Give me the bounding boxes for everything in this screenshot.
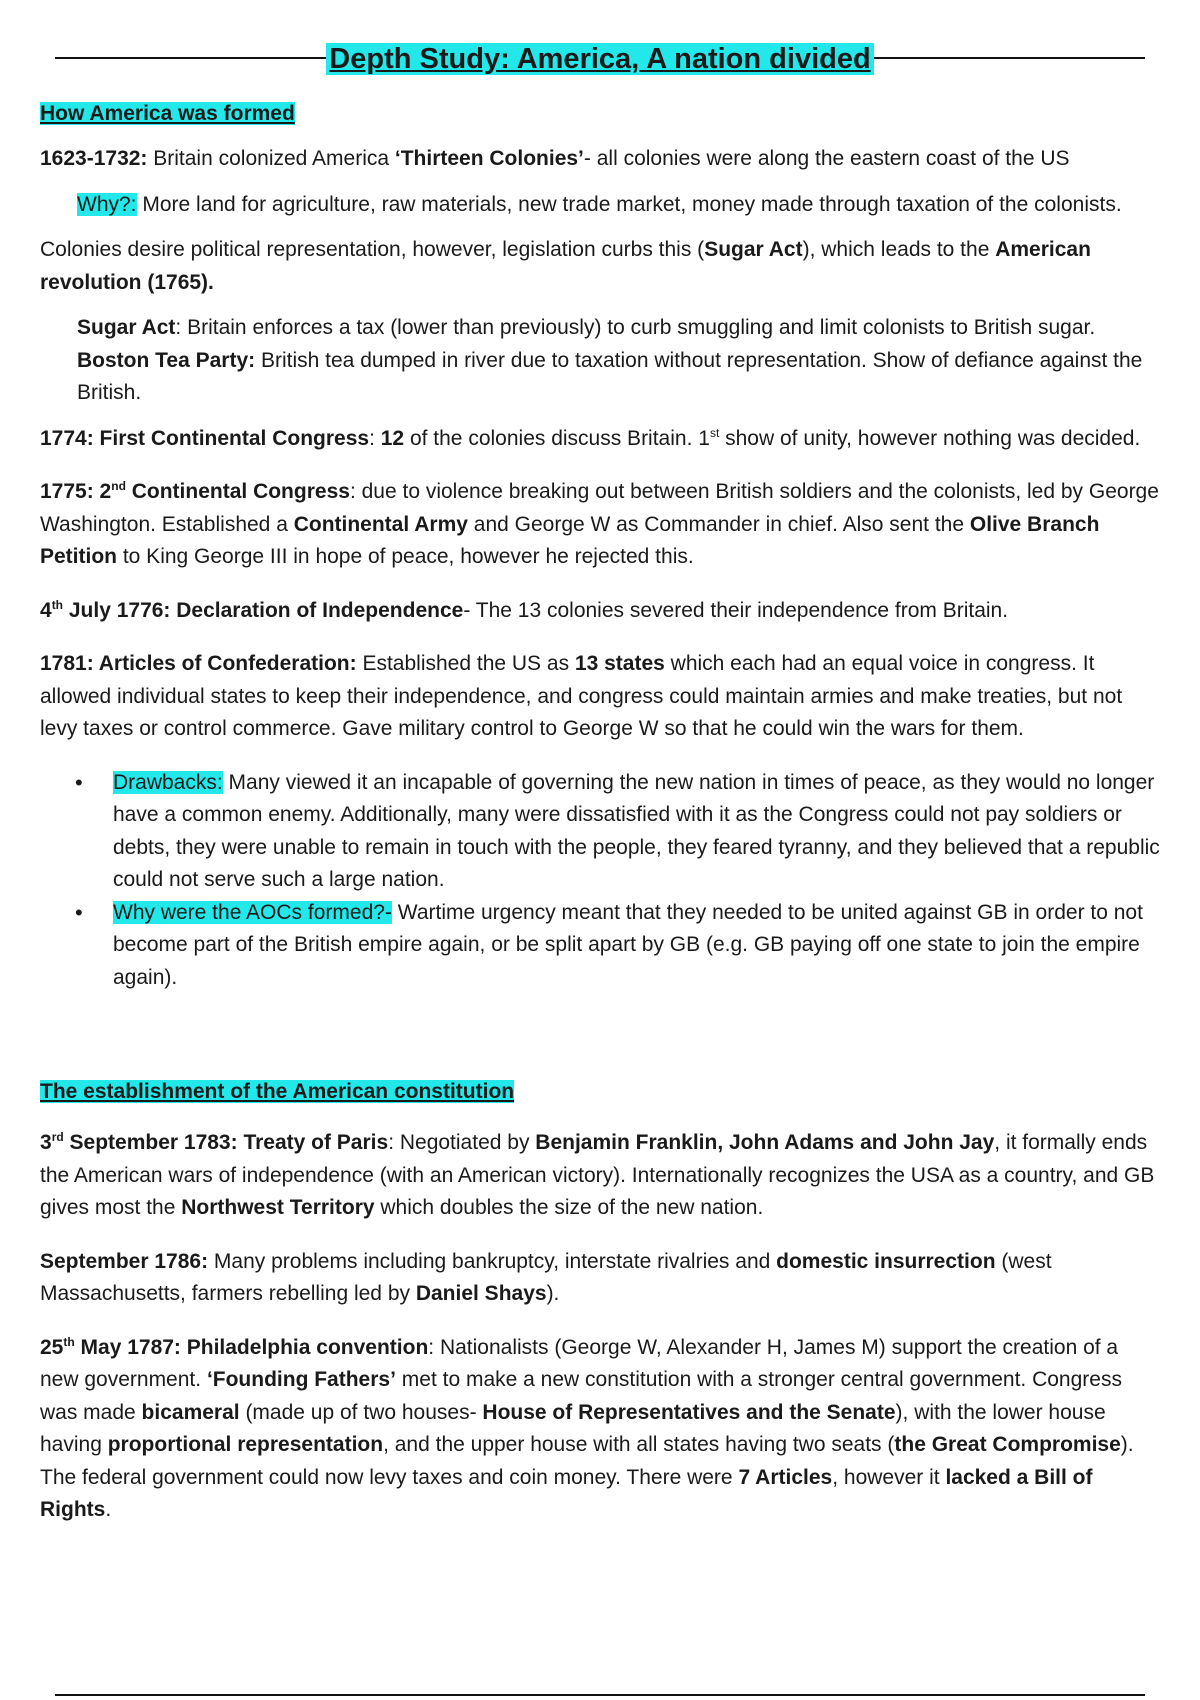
- paragraph-sugar-act: Sugar Act: Britain enforces a tax (lower than previously) to curb smuggling and limit colonists to British sugar.: [77, 316, 1096, 339]
- paragraph-representation: Colonies desire political representation, however, legislation curbs this (Sugar Act), which leads to the American revolution (1765).: [40, 238, 1091, 294]
- paragraph-1774: 1774: First Continental Congress: 12 of the colonies discuss Britain. 1st show of unity, however nothing was decided.: [40, 425, 1141, 450]
- paragraph-boston-tea-party: Boston Tea Party: British tea dumped in river due to taxation without representation. Show of defiance against the British.: [77, 348, 1143, 404]
- list-item: • Drawbacks: Many viewed it an incapable of governing the new nation in times of peace, as they would no longer have a common enemy. Additionally, many were dissatisfied with it as the Congress could not pay soldiers or debts, they were unable to remain in touch with the people, they feared tyranny, and they believed that a republic could not serve such a large nation.: [40, 767, 1160, 897]
- section-heading-constitution: The establishment of the American constitution: [40, 1080, 515, 1103]
- aoc-bullet-list: [40, 767, 1160, 995]
- section-heading-formation: How America was formed: [40, 102, 295, 125]
- document-body: [40, 98, 1160, 1527]
- list-item: • Why were the AOCs formed?- Wartime urgency meant that they needed to be united against GB in order to not become part of the British empire again, or be split apart by GB (e.g. GB paying off one state to join the empire again).: [40, 897, 1160, 995]
- title-row: [55, 44, 1145, 80]
- paragraph-1775: 1775: 2nd Continental Congress: due to violence breaking out between British soldiers and the colonists, led by George Washington. Established a Continental Army and George W as Commander in chief. Also sent the Olive Branch Petition to King George III in hope of peace, however he rejected this.: [40, 479, 1159, 568]
- paragraph-1786: September 1786: Many problems including bankruptcy, interstate rivalries and domestic insurrection (west Massachusetts, farmers rebelling led by Daniel Shays).: [40, 1249, 1052, 1305]
- paragraph-1776: 4th July 1776: Declaration of Independence- The 13 colonies severed their independence from Britain.: [40, 597, 1009, 622]
- paragraph-1623: 1623-1732: Britain colonized America ‘Thirteen Colonies’- all colonies were along the eastern coast of the US: [40, 147, 1070, 170]
- page-title: Depth Study: America, A nation divided: [55, 44, 1145, 74]
- paragraph-1787: 25th May 1787: Philadelphia convention: Nationalists (George W, Alexander H, James M) support the creation of a new government. ‘Founding Fathers’ met to make a new constitution with a stronger central government. Congress was made bicameral (made up of two houses- House of Representatives and the Senate), with the lower house having proportional representation, and the upper house with all states having two seats (the Great Compromise). The federal government could now levy taxes and coin money. There were 7 Articles, however it lacked a Bill of Rights.: [40, 1334, 1134, 1521]
- paragraph-1783: 3rd September 1783: Treaty of Paris: Negotiated by Benjamin Franklin, John Adams and John Jay, it formally ends the American wars of independence (with an American victory). Internationally recognizes the USA as a country, and GB gives most the Northwest Territory which doubles the size of the new nation.: [40, 1130, 1155, 1219]
- paragraph-1781: 1781: Articles of Confederation: Established the US as 13 states which each had an equal voice in congress. It allowed individual states to keep their independence, and congress could maintain armies and make treaties, but not levy taxes or control commerce. Gave military control to George W so that he could win the wars for them.: [40, 652, 1123, 740]
- paragraph-why: Why?: More land for agriculture, raw materials, new trade market, money made through taxation of the colonists.: [77, 192, 1122, 216]
- bottom-rule: [55, 1694, 1145, 1696]
